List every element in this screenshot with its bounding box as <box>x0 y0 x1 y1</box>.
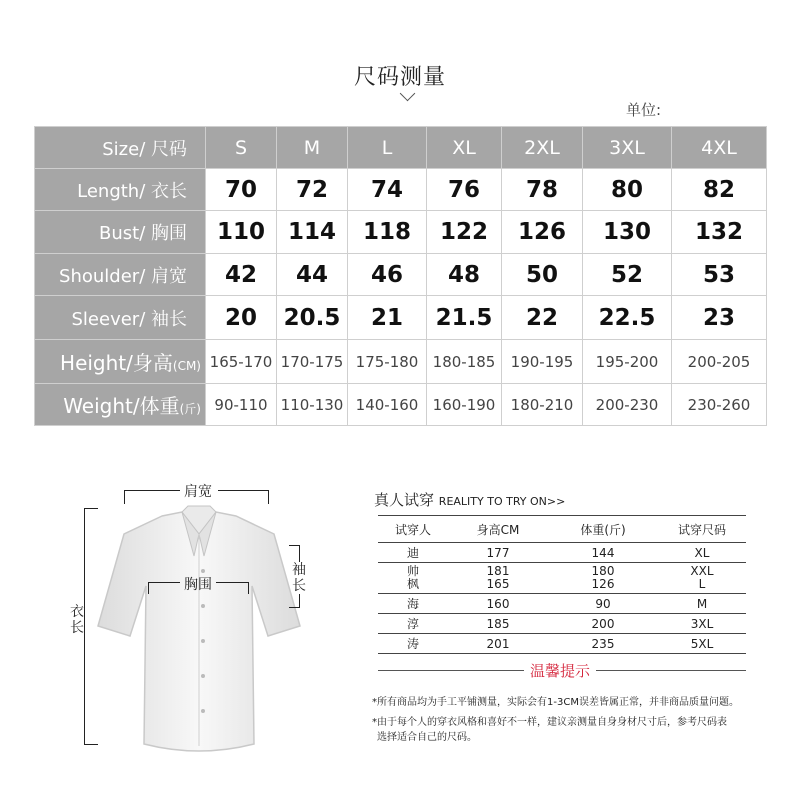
table-cell: 22 <box>502 296 583 340</box>
table-cell: 122 <box>427 211 502 254</box>
try-on-col-header: 试穿尺码 <box>658 516 746 543</box>
length-label: 衣长 <box>70 604 84 636</box>
table-cell: 海 <box>378 594 448 614</box>
table-cell: 淳 <box>378 614 448 634</box>
row-label-unit: (斤) <box>179 402 201 416</box>
size-header-row <box>35 127 767 169</box>
size-col-header: L <box>348 127 427 169</box>
bust-measure-tick <box>148 582 149 594</box>
table-cell: 22.5 <box>583 296 672 340</box>
size-chart-table <box>34 126 767 426</box>
row-label: Sleever/ 袖长 <box>35 296 206 340</box>
table-cell: 3XL <box>658 614 746 634</box>
table-row <box>378 614 746 634</box>
length-measure-tick <box>84 744 98 745</box>
size-col-header: M <box>277 127 348 169</box>
try-on-header-row <box>378 516 746 543</box>
table-row <box>378 563 746 594</box>
table-cell: 195-200 <box>583 340 672 384</box>
tips-note: *由于每个人的穿衣风格和喜好不一样，建议亲测量自身身材尺寸后，参考尺码表 <box>372 717 727 728</box>
table-cell: 180-185 <box>427 340 502 384</box>
row-label-text: Weight/体重 <box>63 394 180 418</box>
table-cell: 78 <box>502 169 583 211</box>
tips-note: 选择适合自己的尺码。 <box>377 732 477 743</box>
shoulder-measure-line <box>218 490 268 491</box>
bust-measure-line <box>148 582 180 583</box>
table-cell: 110-130 <box>277 384 348 426</box>
size-col-header: XL <box>427 127 502 169</box>
size-header-label: Size/ 尺码 <box>35 127 206 169</box>
table-cell: 185 <box>448 614 548 634</box>
table-cell: 180-210 <box>502 384 583 426</box>
table-cell: 130 <box>583 211 672 254</box>
table-cell: 160-190 <box>427 384 502 426</box>
table-cell: 165-170 <box>206 340 277 384</box>
table-cell: 181 165 <box>448 563 548 594</box>
tips-note: *所有商品均为手工平铺测量，实际会有1-3CM误差皆属正常，并非商品质量问题。 <box>372 697 739 708</box>
try-on-col-header: 身高CM <box>448 516 548 543</box>
table-cell: 53 <box>672 254 767 296</box>
table-row <box>35 254 767 296</box>
table-cell: 201 <box>448 634 548 654</box>
table-cell: XL <box>658 543 746 563</box>
row-label <box>35 340 206 384</box>
table-cell: 44 <box>277 254 348 296</box>
table-cell: 5XL <box>658 634 746 654</box>
try-on-title-en: REALITY TO TRY ON>> <box>438 495 566 508</box>
table-cell: XXL L <box>658 563 746 594</box>
table-cell: 144 <box>548 543 658 563</box>
sleeve-measure-tick <box>289 607 300 608</box>
tips-title: 温馨提示 <box>524 660 596 681</box>
table-cell: 46 <box>348 254 427 296</box>
sleeve-label: 袖长 <box>292 562 306 594</box>
length-measure-tick <box>84 508 98 509</box>
table-cell: 230-260 <box>672 384 767 426</box>
bust-measure-line <box>216 582 248 583</box>
row-label: Bust/ 胸围 <box>35 211 206 254</box>
try-on-title <box>374 489 565 510</box>
table-cell: 180 126 <box>548 563 658 594</box>
table-row <box>35 384 767 426</box>
bust-label: 胸围 <box>184 577 212 593</box>
table-cell: 132 <box>672 211 767 254</box>
page-title: 尺码测量 <box>353 65 446 90</box>
table-cell: 190-195 <box>502 340 583 384</box>
table-cell: 235 <box>548 634 658 654</box>
table-cell: 114 <box>277 211 348 254</box>
shoulder-measure-line <box>124 490 180 491</box>
table-cell: 140-160 <box>348 384 427 426</box>
table-cell: 76 <box>427 169 502 211</box>
table-row <box>35 296 767 340</box>
table-cell: 200-230 <box>583 384 672 426</box>
table-cell: 迪 <box>378 543 448 563</box>
table-cell: 70 <box>206 169 277 211</box>
shoulder-measure-tick <box>124 490 125 504</box>
size-col-header: 3XL <box>583 127 672 169</box>
table-cell: 90 <box>548 594 658 614</box>
row-label: Length/ 衣长 <box>35 169 206 211</box>
table-cell: 175-180 <box>348 340 427 384</box>
table-cell: 23 <box>672 296 767 340</box>
table-cell: 42 <box>206 254 277 296</box>
table-cell: 50 <box>502 254 583 296</box>
table-cell: 21.5 <box>427 296 502 340</box>
table-row <box>378 543 746 563</box>
row-label <box>35 384 206 426</box>
table-cell: 90-110 <box>206 384 277 426</box>
table-cell: 74 <box>348 169 427 211</box>
table-row <box>378 634 746 654</box>
size-col-header: S <box>206 127 277 169</box>
size-col-header: 4XL <box>672 127 767 169</box>
table-cell: 82 <box>672 169 767 211</box>
table-cell: 21 <box>348 296 427 340</box>
shirt-illustration <box>84 476 314 776</box>
table-cell: 涛 <box>378 634 448 654</box>
table-cell: 20.5 <box>277 296 348 340</box>
table-cell: 200-205 <box>672 340 767 384</box>
try-on-title-text: 真人试穿 <box>374 491 435 509</box>
table-row <box>35 169 767 211</box>
shoulder-measure-tick <box>268 490 269 504</box>
row-label-text: Height/身高 <box>60 351 173 375</box>
try-on-table <box>378 515 746 654</box>
unit-label: 单位: <box>626 101 662 119</box>
row-label-unit: (CM) <box>172 359 201 373</box>
table-cell: 160 <box>448 594 548 614</box>
sleeve-measure-tick <box>289 545 300 546</box>
table-cell: 20 <box>206 296 277 340</box>
row-label: Shoulder/ 肩宽 <box>35 254 206 296</box>
table-cell: 200 <box>548 614 658 634</box>
table-row <box>378 594 746 614</box>
table-row <box>35 211 767 254</box>
bust-measure-tick <box>248 582 249 594</box>
table-cell: 48 <box>427 254 502 296</box>
table-cell: 110 <box>206 211 277 254</box>
table-cell: 126 <box>502 211 583 254</box>
try-on-col-header: 试穿人 <box>378 516 448 543</box>
table-cell: M <box>658 594 746 614</box>
table-row <box>35 340 767 384</box>
table-cell: 170-175 <box>277 340 348 384</box>
table-cell: 帅 枫 <box>378 563 448 594</box>
shoulder-label: 肩宽 <box>184 484 212 500</box>
length-measure-line <box>84 508 85 744</box>
table-cell: 52 <box>583 254 672 296</box>
table-cell: 80 <box>583 169 672 211</box>
table-cell: 72 <box>277 169 348 211</box>
try-on-col-header: 体重(斤) <box>548 516 658 543</box>
table-cell: 118 <box>348 211 427 254</box>
table-cell: 177 <box>448 543 548 563</box>
size-col-header: 2XL <box>502 127 583 169</box>
